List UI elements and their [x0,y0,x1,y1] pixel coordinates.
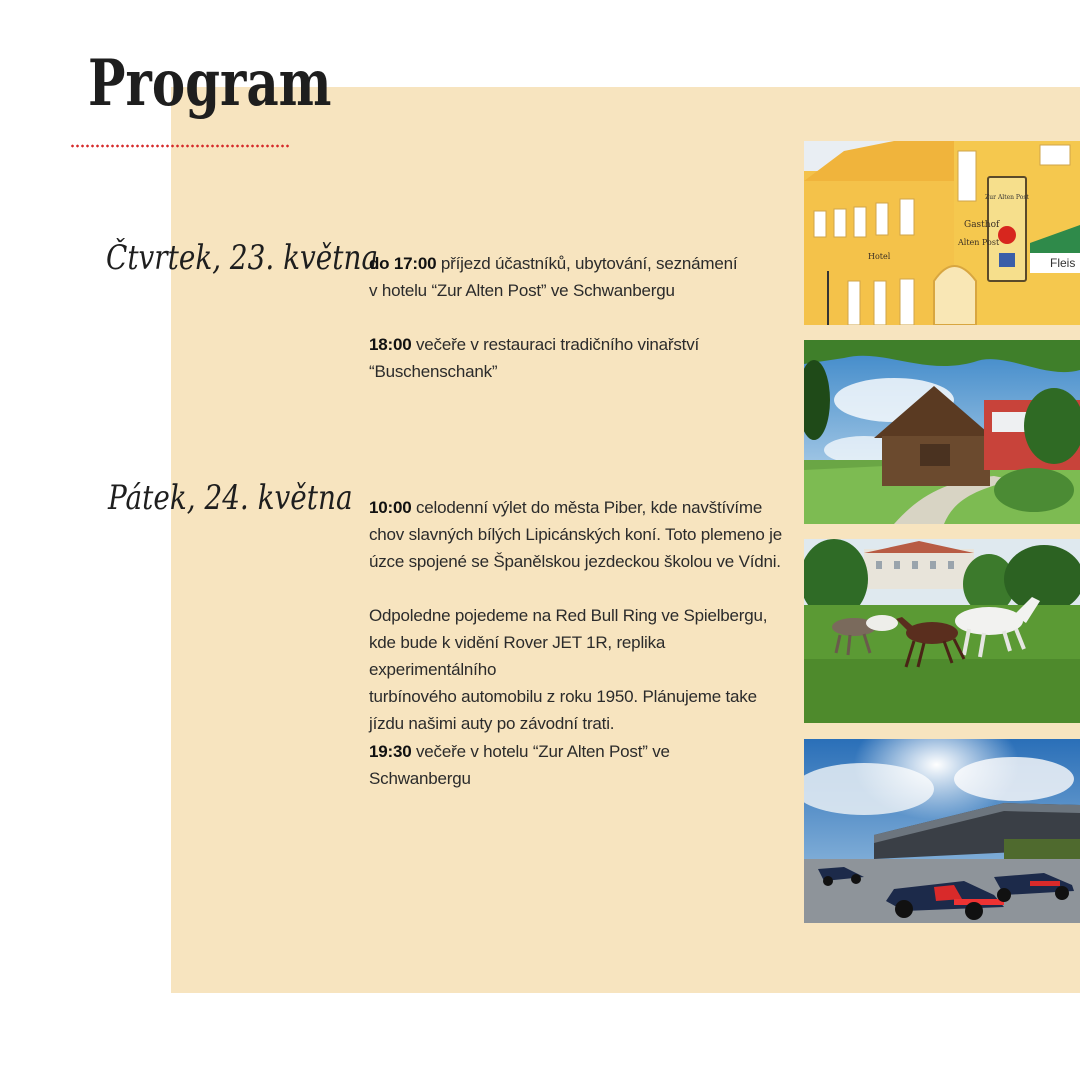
item-text: “Buschenschank” [369,362,498,381]
item-text: kde bude k vidění Rover JET 1R, replika experimentálního [369,633,666,679]
item-text: v hotelu “Zur Alten Post” ve Schwanbergu [369,281,675,300]
schedule-item-red-bull-ring [369,602,789,737]
barn-photo [804,340,1080,524]
item-text: jízdu našimi auty po závodní trati. [369,714,615,733]
item-text: chov slavných bílých Lipicánských koní. Toto plemeno je [369,525,782,544]
day-heading-thursday: Čtvrtek, 23. května [106,238,379,278]
item-time: do 17:00 [369,254,437,273]
schedule-item-piber-trip [369,494,789,575]
hotel-photo [804,141,1080,325]
day-heading-friday: Pátek, 24. května [108,478,353,518]
hotel-sign-top: Zur Alten Post [985,194,1029,201]
schedule-item-dinner-hotel [369,738,789,792]
item-text: příjezd účastníků, ubytování, seznámení [436,254,738,273]
title-underline-decoration [70,144,290,148]
schedule-item-dinner-winery [369,331,789,385]
item-text: večeře v hotelu “Zur Alten Post” ve [411,742,670,761]
race-cars-photo [804,739,1080,923]
schedule-item-arrival [369,250,789,304]
item-text: úzce spojené se Španělskou jezdeckou školou ve Vídni. [369,552,781,571]
shop-sign: Fleis [1050,256,1076,270]
item-time: 19:30 [369,742,412,761]
page-title: Program [88,46,332,121]
item-text: turbínového automobilu z roku 1950. Plánujeme take [369,687,757,706]
item-text: celodenní výlet do města Piber, kde navštívíme [411,498,763,517]
item-text: Odpoledne pojedeme na Red Bull Ring ve Spielbergu, [369,606,768,625]
item-text: Schwanbergu [369,769,471,788]
item-time: 18:00 [369,335,412,354]
hotel-sign-gasthof: Gasthof [964,220,1000,230]
hotel-label: Hotel [868,252,891,261]
hotel-sign-name: Alten Post [958,238,1000,247]
horses-photo [804,539,1080,723]
item-text: večeře v restauraci tradičního vinařství [411,335,700,354]
item-time: 10:00 [369,498,412,517]
